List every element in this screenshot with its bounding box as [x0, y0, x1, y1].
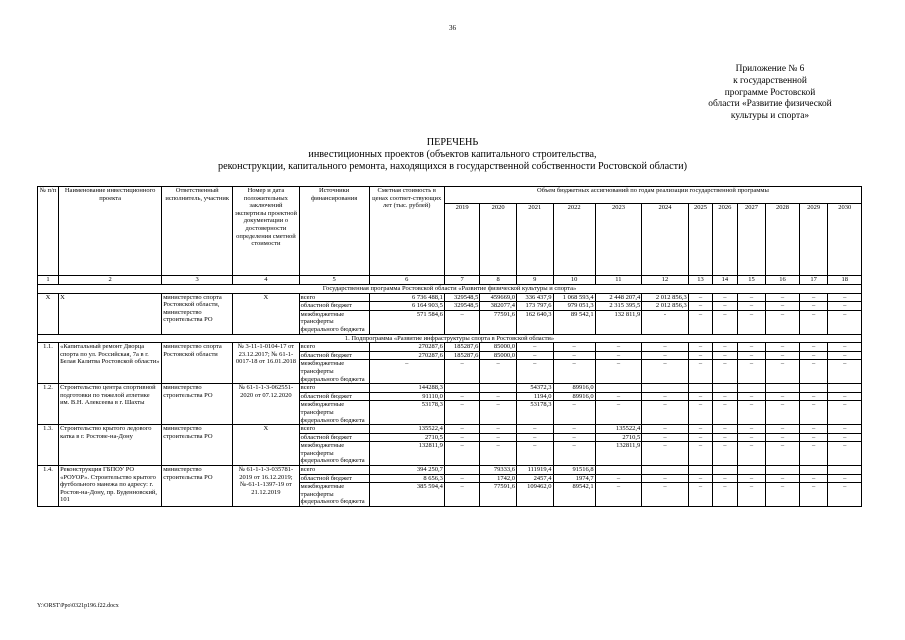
- header-year: 2020: [480, 204, 517, 276]
- year-amount: –: [713, 401, 737, 425]
- appendix-line: к государственной: [733, 75, 807, 86]
- year-amount: 77591,6: [480, 483, 517, 507]
- column-number: 2: [59, 276, 162, 285]
- year-amount: –: [799, 401, 828, 425]
- year-amount: –: [737, 425, 766, 434]
- year-amount: –: [516, 442, 553, 466]
- year-amount: 185287,6: [444, 343, 479, 352]
- year-amount: 2457,4: [516, 474, 553, 483]
- year-amount: 2710,5: [595, 433, 642, 442]
- header-name: Наименование инвестиционного проекта: [59, 187, 162, 276]
- year-amount: 382077,4: [480, 302, 517, 311]
- year-amount: –: [799, 442, 828, 466]
- year-amount: –: [737, 474, 766, 483]
- year-amount: –: [828, 433, 862, 442]
- funding-source: межбюджетные трансферты федерального бюджета: [299, 442, 369, 466]
- year-amount: [642, 466, 689, 475]
- year-amount: 53178,3: [516, 401, 553, 425]
- year-amount: –: [444, 401, 479, 425]
- year-amount: [642, 384, 689, 393]
- header-expertise: Номер и дата положительных заключений экспертизы проектной документации о достоверности определения сметной стоимости: [233, 187, 300, 276]
- column-number: 9: [516, 276, 553, 285]
- year-amount: –: [799, 293, 828, 302]
- column-number: 16: [766, 276, 799, 285]
- year-amount: –: [642, 433, 689, 442]
- year-amount: –: [480, 433, 517, 442]
- column-number: 13: [688, 276, 712, 285]
- year-amount: –: [480, 360, 517, 384]
- year-amount: 2 315 395,5: [595, 302, 642, 311]
- year-amount: –: [688, 442, 712, 466]
- title-line: инвестиционных проектов (объектов капитального строительства,: [308, 149, 597, 160]
- year-amount: –: [828, 401, 862, 425]
- year-amount: 89916,0: [553, 384, 595, 393]
- year-amount: 79333,6: [480, 466, 517, 475]
- table-row: [38, 384, 862, 393]
- header-year: 2029: [799, 204, 828, 276]
- year-amount: –: [737, 310, 766, 334]
- year-amount: –: [553, 351, 595, 360]
- section-title: 1. Подпрограмма «Развитие инфраструктуры спорта в Ростовской области»: [38, 334, 862, 343]
- year-amount: 336 437,9: [516, 293, 553, 302]
- year-amount: [688, 466, 712, 475]
- year-amount: 979 051,3: [553, 302, 595, 311]
- year-amount: –: [713, 310, 737, 334]
- year-amount: –: [799, 392, 828, 401]
- year-amount: [766, 384, 799, 393]
- year-amount: –: [516, 433, 553, 442]
- section-title: Государственная программа Ростовской области «Развитие физической культуры и спорта»: [38, 285, 862, 294]
- year-amount: [444, 384, 479, 393]
- year-amount: –: [766, 343, 799, 352]
- project-number: Х: [38, 293, 59, 334]
- year-amount: –: [828, 442, 862, 466]
- appendix-line: Приложение № 6: [735, 64, 805, 74]
- year-amount: –: [799, 343, 828, 352]
- header-year: 2024: [642, 204, 689, 276]
- year-amount: –: [595, 392, 642, 401]
- year-amount: –: [766, 425, 799, 434]
- column-number: 15: [737, 276, 766, 285]
- year-amount: –: [444, 310, 479, 334]
- year-amount: 135522,4: [595, 425, 642, 434]
- year-amount: [688, 384, 712, 393]
- funding-source: областной бюджет: [299, 433, 369, 442]
- year-amount: [828, 466, 862, 475]
- year-amount: –: [553, 343, 595, 352]
- column-number: 3: [162, 276, 233, 285]
- year-amount: –: [737, 392, 766, 401]
- column-number: 14: [713, 276, 737, 285]
- file-path-footer: Y:\ORST\Ppo\0321p196.f22.docx: [37, 603, 119, 609]
- year-amount: 2 012 856,3: [642, 293, 689, 302]
- year-amount: –: [688, 401, 712, 425]
- header-year: 2028: [766, 204, 799, 276]
- year-amount: 89 542,1: [553, 310, 595, 334]
- year-amount: –: [828, 474, 862, 483]
- year-amount: –: [828, 293, 862, 302]
- year-amount: -: [642, 310, 689, 334]
- year-amount: 1 068 593,4: [553, 293, 595, 302]
- year-amount: –: [766, 310, 799, 334]
- year-amount: 1742,0: [480, 474, 517, 483]
- funding-source: всего: [299, 466, 369, 475]
- column-number: 5: [299, 276, 369, 285]
- year-amount: –: [766, 401, 799, 425]
- year-amount: –: [828, 310, 862, 334]
- year-amount: –: [713, 343, 737, 352]
- project-name: Строительство крытого ледового катка в г. Ростове-на-Дону: [59, 425, 162, 466]
- year-amount: [828, 384, 862, 393]
- project-number: 1.2.: [38, 384, 59, 425]
- year-amount: –: [553, 360, 595, 384]
- year-amount: –: [799, 425, 828, 434]
- year-amount: –: [688, 293, 712, 302]
- table-row: [38, 466, 862, 475]
- year-amount: –: [480, 401, 517, 425]
- column-number: 8: [480, 276, 517, 285]
- year-amount: –: [480, 442, 517, 466]
- estimated-cost: 270287,6: [369, 343, 444, 352]
- year-amount: 91516,8: [553, 466, 595, 475]
- estimated-cost: 91110,0: [369, 392, 444, 401]
- year-amount: –: [688, 351, 712, 360]
- year-amount: –: [828, 425, 862, 434]
- year-amount: [713, 384, 737, 393]
- year-amount: –: [480, 425, 517, 434]
- year-amount: –: [799, 351, 828, 360]
- funding-source: межбюджетные трансферты федерального бюджета: [299, 401, 369, 425]
- year-amount: –: [713, 474, 737, 483]
- year-amount: –: [688, 392, 712, 401]
- year-amount: –: [553, 433, 595, 442]
- year-amount: –: [688, 474, 712, 483]
- section-row: [38, 285, 862, 294]
- year-amount: –: [737, 401, 766, 425]
- estimated-cost: 135522,4: [369, 425, 444, 434]
- column-number: 1: [38, 276, 59, 285]
- year-amount: –: [713, 433, 737, 442]
- year-amount: –: [642, 425, 689, 434]
- year-amount: 85000,0: [480, 343, 517, 352]
- responsible-executor: министерство строительства РО: [162, 425, 233, 466]
- year-amount: –: [828, 351, 862, 360]
- header-year: 2022: [553, 204, 595, 276]
- year-amount: [799, 466, 828, 475]
- year-amount: [595, 466, 642, 475]
- funding-source: межбюджетные трансферты федерального бюджета: [299, 483, 369, 507]
- column-number: 12: [642, 276, 689, 285]
- estimated-cost: 144288,3: [369, 384, 444, 393]
- appendix-caption: [640, 64, 900, 123]
- year-amount: –: [688, 302, 712, 311]
- year-amount: [766, 466, 799, 475]
- year-amount: –: [799, 302, 828, 311]
- estimated-cost: 53178,3: [369, 401, 444, 425]
- year-amount: –: [444, 474, 479, 483]
- year-amount: –: [737, 293, 766, 302]
- appendix-line: культуры и спорта»: [730, 111, 810, 122]
- year-amount: –: [737, 351, 766, 360]
- estimated-cost: 2710,5: [369, 433, 444, 442]
- year-amount: –: [444, 425, 479, 434]
- year-amount: –: [828, 302, 862, 311]
- column-numbers-row: [38, 276, 862, 285]
- year-amount: –: [595, 474, 642, 483]
- year-amount: –: [828, 360, 862, 384]
- year-amount: [480, 384, 517, 393]
- funding-source: всего: [299, 384, 369, 393]
- funding-source: областной бюджет: [299, 474, 369, 483]
- year-amount: –: [828, 483, 862, 507]
- year-amount: –: [713, 483, 737, 507]
- year-amount: –: [688, 483, 712, 507]
- year-amount: –: [595, 351, 642, 360]
- header-num: № п/п: [38, 187, 59, 276]
- year-amount: –: [713, 293, 737, 302]
- project-name: Реконструкция ГБПОУ РО «РОУОР». Строительство крытого футбольного манежа по адресу: г. Ростов-на-Дону, пр. Буденновский, 101: [59, 466, 162, 507]
- year-amount: –: [688, 343, 712, 352]
- year-amount: –: [444, 442, 479, 466]
- year-amount: [799, 384, 828, 393]
- column-number: 6: [369, 276, 444, 285]
- year-amount: 173 797,6: [516, 302, 553, 311]
- funding-source: межбюджетные трансферты федерального бюджета: [299, 310, 369, 334]
- year-amount: –: [737, 442, 766, 466]
- header-year: 2021: [516, 204, 553, 276]
- year-amount: –: [713, 425, 737, 434]
- header-year: 2026: [713, 204, 737, 276]
- year-amount: –: [642, 351, 689, 360]
- year-amount: –: [713, 351, 737, 360]
- responsible-executor: министерство строительства РО: [162, 466, 233, 507]
- header-source: Источники финансирования: [299, 187, 369, 276]
- year-amount: –: [799, 360, 828, 384]
- year-amount: [713, 466, 737, 475]
- table-row: [38, 293, 862, 302]
- year-amount: 89542,1: [553, 483, 595, 507]
- project-name: Строительство центра спортивной подготовки по тяжелой атлетике им. В.Н. Алексеева в г. Шахты: [59, 384, 162, 425]
- expertise-conclusion: Х: [233, 293, 300, 334]
- year-amount: –: [642, 401, 689, 425]
- year-amount: –: [766, 483, 799, 507]
- column-number: 18: [828, 276, 862, 285]
- header-cost: Сметная стоимость в ценах соответ-ствующих лет (тыс. рублей): [369, 187, 444, 276]
- year-amount: 329548,5: [444, 293, 479, 302]
- year-amount: 162 640,3: [516, 310, 553, 334]
- year-amount: –: [828, 343, 862, 352]
- year-amount: 111919,4: [516, 466, 553, 475]
- year-amount: –: [737, 433, 766, 442]
- year-amount: 85000,0: [480, 351, 517, 360]
- column-number: 7: [444, 276, 479, 285]
- title-line: реконструкции, капитального ремонта, находящихся в государственной собственности Ростовской области): [218, 161, 687, 172]
- year-amount: –: [516, 360, 553, 384]
- expertise-conclusion: № 61-1-1-3-035781-2019 от 16.12.2019; №-61-1-1397-19 от 21.12.2019: [233, 466, 300, 507]
- column-number: 4: [233, 276, 300, 285]
- year-amount: –: [766, 302, 799, 311]
- funding-source: всего: [299, 293, 369, 302]
- year-amount: 89916,0: [553, 392, 595, 401]
- column-number: 10: [553, 276, 595, 285]
- year-amount: –: [766, 442, 799, 466]
- funding-source: областной бюджет: [299, 392, 369, 401]
- year-amount: –: [766, 433, 799, 442]
- year-amount: –: [688, 360, 712, 384]
- header-responsible: Ответственный исполнитель, участник: [162, 187, 233, 276]
- year-amount: –: [516, 343, 553, 352]
- project-name: «Капитальный ремонт Дворца спорта по ул. Российская, 7а в г. Белая Калитва Ростовской области»: [59, 343, 162, 384]
- year-amount: –: [553, 425, 595, 434]
- year-amount: –: [595, 401, 642, 425]
- year-amount: –: [688, 310, 712, 334]
- year-amount: –: [713, 392, 737, 401]
- responsible-executor: министерство спорта Ростовской области: [162, 343, 233, 384]
- header-year: 2030: [828, 204, 862, 276]
- year-amount: –: [516, 351, 553, 360]
- appendix-line: области «Развитие физической: [708, 99, 832, 110]
- investment-projects-table: [37, 186, 862, 507]
- year-amount: –: [713, 442, 737, 466]
- estimated-cost: 132811,9: [369, 442, 444, 466]
- year-amount: 132 811,9: [595, 310, 642, 334]
- year-amount: 77591,6: [480, 310, 517, 334]
- year-amount: –: [828, 392, 862, 401]
- year-amount: 109462,0: [516, 483, 553, 507]
- funding-source: всего: [299, 343, 369, 352]
- year-amount: –: [766, 360, 799, 384]
- year-amount: –: [553, 401, 595, 425]
- year-amount: –: [516, 425, 553, 434]
- year-amount: –: [642, 474, 689, 483]
- year-amount: –: [799, 483, 828, 507]
- expertise-conclusion: № 61-1-1-3-062551-2020 от 07.12.2020: [233, 384, 300, 425]
- header-year: 2025: [688, 204, 712, 276]
- year-amount: –: [642, 483, 689, 507]
- header-year: 2023: [595, 204, 642, 276]
- year-amount: 459669,0: [480, 293, 517, 302]
- responsible-executor: министерство строительства РО: [162, 384, 233, 425]
- project-number: 1.4.: [38, 466, 59, 507]
- estimated-cost: 385 594,4: [369, 483, 444, 507]
- year-amount: –: [553, 442, 595, 466]
- year-amount: –: [642, 442, 689, 466]
- funding-source: межбюджетные трансферты федерального бюджета: [299, 360, 369, 384]
- funding-source: областной бюджет: [299, 302, 369, 311]
- title-line: ПЕРЕЧЕНЬ: [426, 137, 479, 148]
- year-amount: –: [799, 433, 828, 442]
- project-number: 1.3.: [38, 425, 59, 466]
- year-amount: –: [766, 293, 799, 302]
- year-amount: –: [737, 360, 766, 384]
- year-amount: –: [595, 360, 642, 384]
- header-year: 2027: [737, 204, 766, 276]
- year-amount: –: [766, 474, 799, 483]
- year-amount: [737, 466, 766, 475]
- year-amount: –: [444, 483, 479, 507]
- year-amount: –: [642, 392, 689, 401]
- project-name: Х: [59, 293, 162, 334]
- funding-source: областной бюджет: [299, 351, 369, 360]
- year-amount: 1194,0: [516, 392, 553, 401]
- table-row: [38, 343, 862, 352]
- year-amount: 2 448 207,4: [595, 293, 642, 302]
- year-amount: 132811,9: [595, 442, 642, 466]
- page-number: 36: [449, 24, 456, 32]
- estimated-cost: –: [369, 360, 444, 384]
- year-amount: –: [595, 343, 642, 352]
- estimated-cost: 6 736 488,1: [369, 293, 444, 302]
- column-number: 17: [799, 276, 828, 285]
- year-amount: [444, 466, 479, 475]
- table-row: [38, 425, 862, 434]
- year-amount: 2 012 856,3: [642, 302, 689, 311]
- year-amount: –: [799, 310, 828, 334]
- year-amount: –: [713, 302, 737, 311]
- responsible-executor: министерство спорта Ростовской области, министерство строительства РО: [162, 293, 233, 334]
- expertise-conclusion: Х: [233, 425, 300, 466]
- section-row: [38, 334, 862, 343]
- year-amount: –: [737, 343, 766, 352]
- year-amount: 1974,7: [553, 474, 595, 483]
- year-amount: [595, 384, 642, 393]
- year-amount: –: [642, 360, 689, 384]
- year-amount: –: [642, 343, 689, 352]
- year-amount: –: [766, 351, 799, 360]
- year-amount: –: [444, 360, 479, 384]
- expertise-conclusion: № 3-11-1-0104-17 от 23.12.2017; № 61-1-0017-18 от 16.01.2018: [233, 343, 300, 384]
- header-volume: Объем бюджетных ассигнований по годам реализации государственной программы: [444, 187, 861, 204]
- year-amount: –: [444, 433, 479, 442]
- appendix-line: программе Ростовской: [724, 87, 816, 98]
- year-amount: 54372,3: [516, 384, 553, 393]
- project-number: 1.1.: [38, 343, 59, 384]
- estimated-cost: 6 164 903,5: [369, 302, 444, 311]
- year-amount: –: [688, 433, 712, 442]
- column-number: 11: [595, 276, 642, 285]
- document-title: [90, 137, 815, 173]
- year-amount: [737, 384, 766, 393]
- funding-source: всего: [299, 425, 369, 434]
- header-year: 2019: [444, 204, 479, 276]
- year-amount: 329548,5: [444, 302, 479, 311]
- year-amount: –: [799, 474, 828, 483]
- year-amount: –: [766, 392, 799, 401]
- year-amount: –: [444, 392, 479, 401]
- year-amount: –: [737, 483, 766, 507]
- year-amount: –: [713, 360, 737, 384]
- estimated-cost: 394 250,7: [369, 466, 444, 475]
- year-amount: –: [480, 392, 517, 401]
- year-amount: –: [595, 483, 642, 507]
- year-amount: –: [688, 425, 712, 434]
- estimated-cost: 270287,6: [369, 351, 444, 360]
- year-amount: –: [737, 302, 766, 311]
- year-amount: 185287,6: [444, 351, 479, 360]
- estimated-cost: 571 584,6: [369, 310, 444, 334]
- estimated-cost: 8 656,3: [369, 474, 444, 483]
